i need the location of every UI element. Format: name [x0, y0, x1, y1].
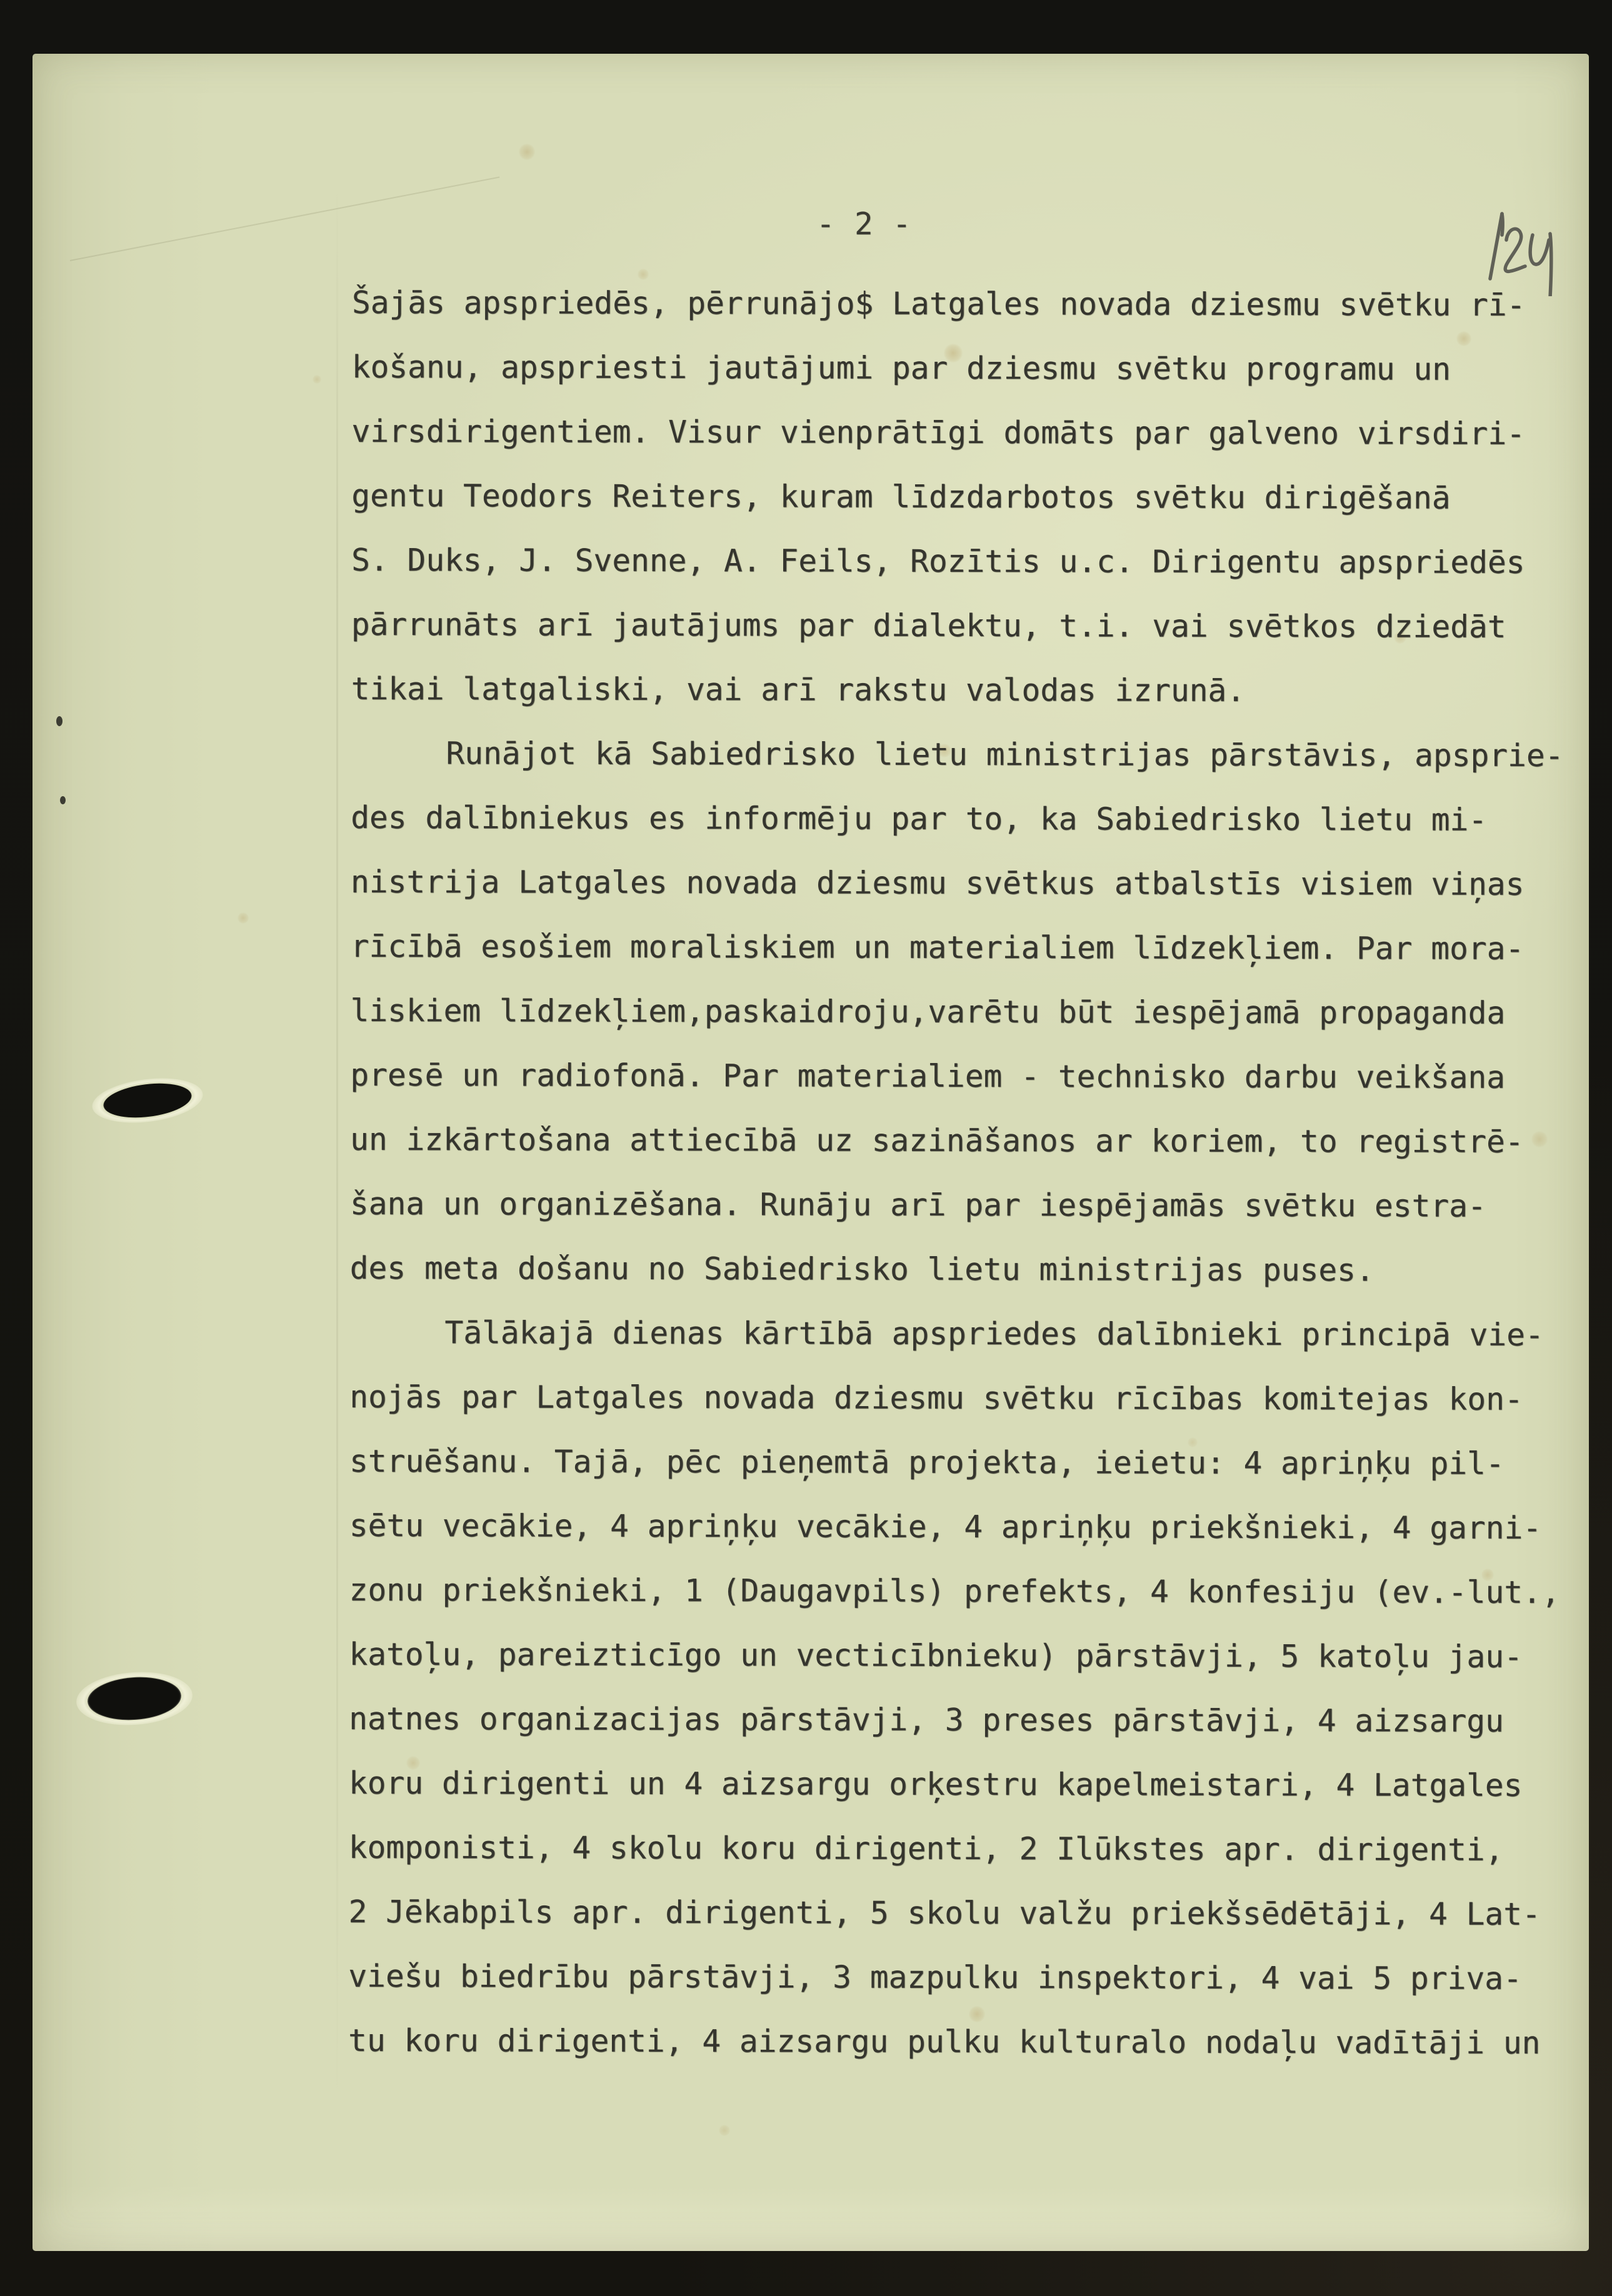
- foxing-spot: [719, 2125, 730, 2136]
- text-line: un izkārtošana attiecībā uz sazināšanos ar koriem, to registrē-: [350, 1121, 1524, 1160]
- text-line: gentu Teodors Reiters, kuram līdzdarbotos svētku dirigēšanā: [351, 477, 1451, 516]
- page-number: - 2 -: [816, 206, 912, 242]
- text-line: zonu priekšnieki, 1 (Daugavpils) prefekts, 4 konfesiju (ev.-lut.,: [349, 1571, 1560, 1611]
- text-line: presē un radiofonā. Par materialiem - technisko darbu veikšana: [350, 1056, 1506, 1096]
- text-line: nistrija Latgales novada dziesmu svētkus atbalstīs visiem viņas: [350, 863, 1524, 902]
- text-line: Šajās apspriedēs, pērrunājo$ Latgales novada dziesmu svētku rī-: [351, 284, 1526, 323]
- text-line: tu koru dirigenti, 4 aizsargu pulku kulturalo nodaļu vadītāji un: [348, 2022, 1541, 2061]
- text-line: natnes organizacijas pārstāvji, 3 preses pārstāvji, 4 aizsargu: [349, 1700, 1504, 1739]
- text-line: komponisti, 4 skolu koru dirigenti, 2 Ilūkstes apr. dirigenti,: [348, 1829, 1504, 1868]
- text-line: rīcībā esošiem moraliskiem un materialiem līdzekļiem. Par mora-: [350, 927, 1524, 967]
- text-line: katoļu, pareizticīgo un vecticībnieku) pārstāvji, 5 katoļu jau-: [349, 1635, 1523, 1675]
- text-line: nojās par Latgales novada dziesmu svētku rīcības komitejas kon-: [349, 1378, 1523, 1417]
- foxing-spot: [313, 375, 321, 384]
- paper-crease-diagonal: [70, 176, 500, 261]
- paper-crease-vertical: [336, 179, 338, 2116]
- text-line: koru dirigenti un 4 aizsargu orķestru kapelmeistari, 4 Latgales: [348, 1764, 1523, 1804]
- text-line: pārrunāts arī jautājums par dialektu, t.i. vai svētkos dziedāt: [351, 606, 1506, 645]
- text-line: S. Duks, J. Svenne, A. Feils, Rozītis u.c. Dirigentu apspriedēs: [351, 541, 1525, 581]
- text-line: 2 Jēkabpils apr. dirigenti, 5 skolu valžu priekšsēdētāji, 4 Lat-: [348, 1893, 1541, 1932]
- text-line: Runājot kā Sabiedrisko lietu ministrijas pārstāvis, apsprie-: [446, 735, 1564, 774]
- paper-sheet: [33, 54, 1589, 2251]
- text-line: sētu vecākie, 4 apriņķu vecākie, 4 apriņķu priekšnieki, 4 garni-: [349, 1507, 1542, 1546]
- text-line: virsdirigentiem. Visur vienprātīgi domāts par galveno virsdiri-: [351, 412, 1526, 452]
- text-line: viešu biedrību pārstāvji, 3 mazpulku inspektori, 4 vai 5 priva-: [348, 1957, 1522, 1997]
- foxing-spot: [519, 144, 535, 160]
- foxing-spot: [238, 912, 249, 924]
- text-line: des meta došanu no Sabiedrisko lietu ministrijas puses.: [349, 1249, 1374, 1289]
- hole-punch-bottom: [86, 1674, 183, 1723]
- text-line: šana un organizēšana. Runāju arī par iespējamās svētku estra-: [349, 1185, 1486, 1224]
- document-text: [348, 271, 1589, 2075]
- text-line: liskiem līdzekļiem,paskaidroju,varētu būt iespējamā propaganda: [350, 992, 1506, 1031]
- text-line: tikai latgaliski, vai arī rakstu valodas izrunā.: [351, 670, 1246, 709]
- paper-speck: [56, 716, 63, 726]
- text-line: struēšanu. Tajā, pēc pieņemtā projekta, ieietu: 4 apriņķu pil-: [349, 1442, 1504, 1482]
- text-line: košanu, apspriesti jautājumi par dziesmu svētku programu un: [351, 348, 1451, 387]
- text-line: des dalībniekus es informēju par to, ka Sabiedrisko lietu mi-: [351, 799, 1488, 838]
- hole-punch-top: [101, 1079, 193, 1122]
- text-line: Tālākajā dienas kārtībā apspriedes dalībnieki principā vie-: [444, 1314, 1544, 1353]
- paper-speck: [60, 796, 66, 804]
